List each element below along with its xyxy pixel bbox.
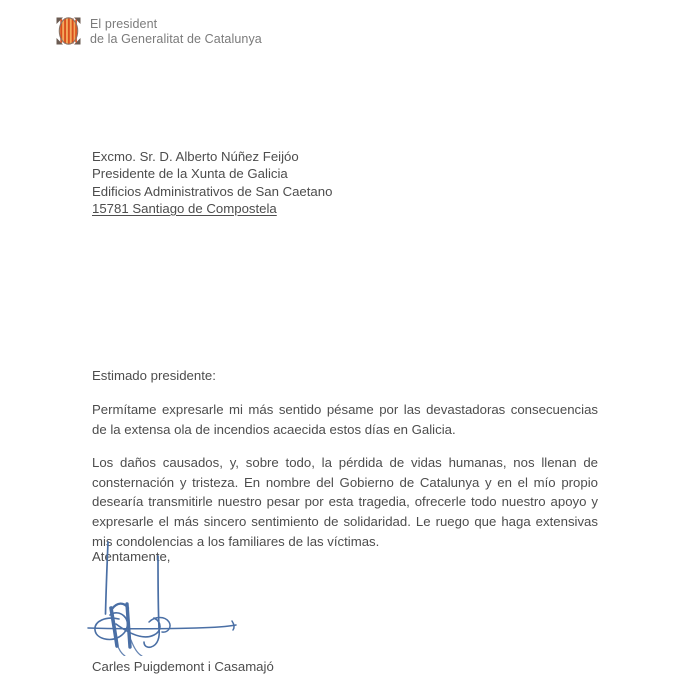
letterhead-line-2: de la Generalitat de Catalunya bbox=[90, 31, 262, 46]
signer-name: Carles Puigdemont i Casamajó bbox=[92, 659, 274, 674]
body-paragraph-2: Los daños causados, y, sobre todo, la pérdida de vidas humanas, nos llenan de consternación y tristeza. En nombre del Gobierno de Catalunya y en el mío propio desearía transmitirle nuestro pesar por esta tragedia, ofrecerle todo nuestro apoyo y expresarle el más sincero sentimiento de solidaridad. Le ruego que haga extensivas mis condolencias a los familiares de las víctimas. bbox=[92, 455, 598, 549]
generalitat-de-catalunya-emblem-icon bbox=[56, 17, 81, 45]
salutation: Estimado presidente: bbox=[92, 368, 216, 383]
address-line-recipient-title: Presidente de la Xunta de Galicia bbox=[92, 166, 288, 182]
address-line-postal-city: 15781 Santiago de Compostela bbox=[92, 200, 277, 216]
letterhead-line-1: El president bbox=[90, 17, 158, 31]
letterhead-text bbox=[90, 17, 262, 46]
body-paragraph-1: Permítame expresarle mi más sentido pésame por las devastadoras consecuencias de la extensa ola de incendios acaecida estos días en Galicia. bbox=[92, 402, 598, 437]
letterhead bbox=[56, 17, 262, 46]
address-line-recipient-name: Excmo. Sr. D. Alberto Núñez Feijóo bbox=[92, 149, 299, 164]
letter-body bbox=[92, 400, 598, 551]
closing-line: Atentamente, bbox=[92, 549, 171, 564]
recipient-address-block bbox=[92, 148, 332, 217]
address-line-street: Edificios Administrativos de San Caetano bbox=[92, 183, 333, 199]
